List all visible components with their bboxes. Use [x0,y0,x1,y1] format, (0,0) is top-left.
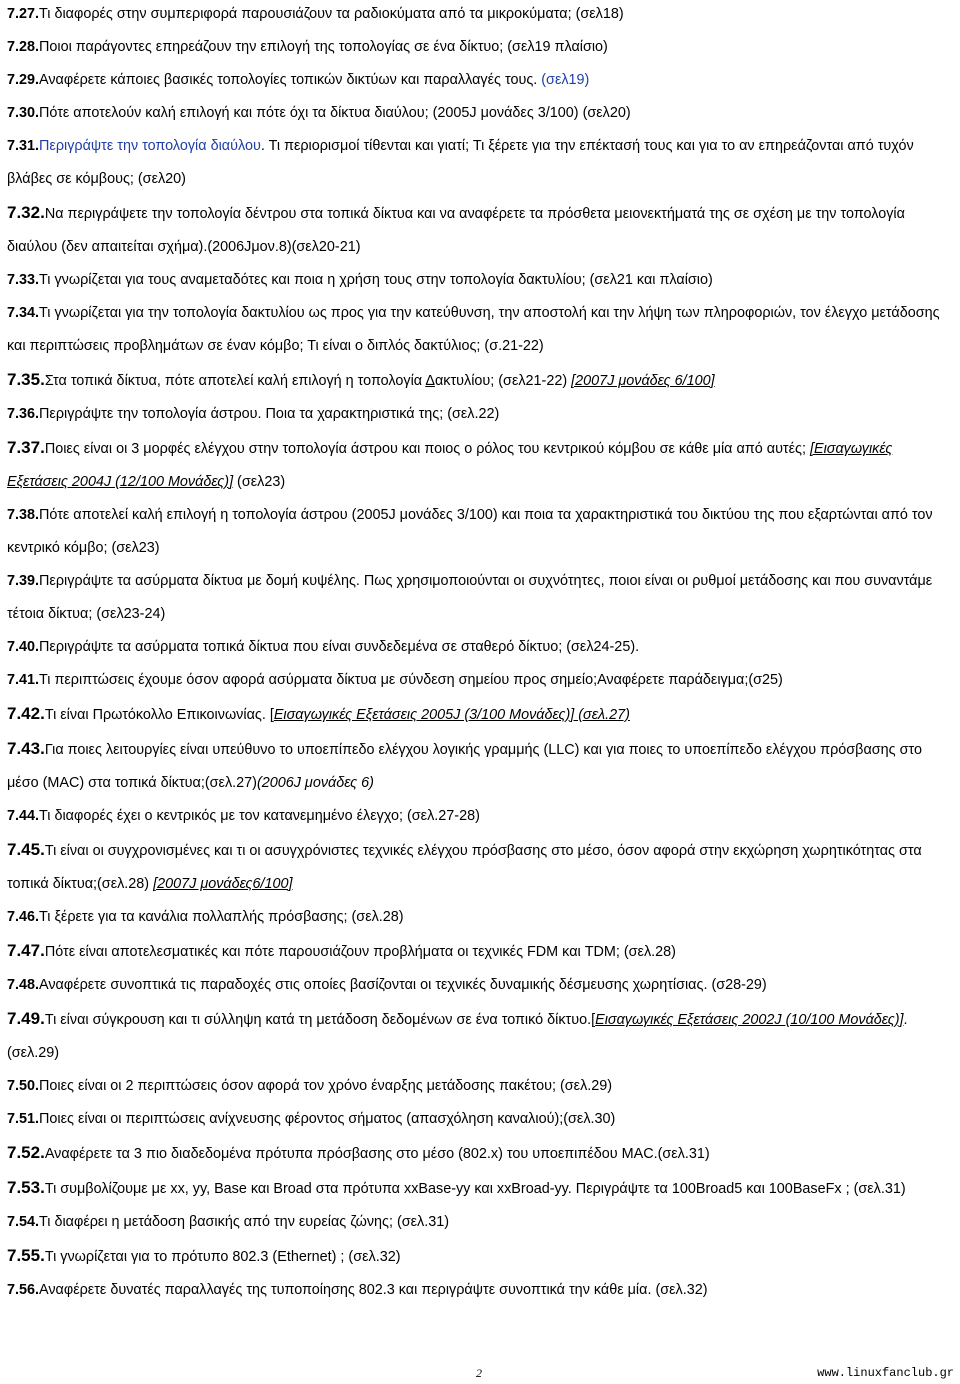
question-item [7,1239,953,1274]
question-item [7,297,953,363]
question-item [7,431,953,499]
question-number: 7.56. [7,1282,40,1298]
question-text: Τι συμβολίζουμε με xx, yy, Base και Broad στα πρότυπα xxBase-yy και xxBroad-yy. Περιγράψτε τα 100Broad5 και 100BaseFx ; (σελ.31) [44,1181,906,1197]
question-item [7,697,953,732]
question-number: 7.27. [7,6,40,22]
question-text: Περιγράψτε την τοπολογία άστρου. Ποια τα χαρακτηριστικά της; (σελ.22) [39,406,500,422]
question-item [7,901,953,934]
question-number: 7.29. [7,72,40,88]
question-text: Εισαγωγικές Εξετάσεις 2002J (10/100 Μονάδες)] [595,1012,904,1028]
question-text: Να περιγράψετε την τοπολογία δέντρου στα τοπικά δίκτυα και να αναφέρετε τα πρόσθετα μειονεκτήματά της σε σχέση με την τοπολογία διαύλου (δεν απαιτείται σχήμα).(2006Jμον.8)(σελ20-21) [7,206,905,255]
question-text: . Τι περιορισμοί τίθενται και γιατί; Τι ξέρετε για την επέκτασή τους και για το αν επηρεάζονται από τυχόν βλάβες σε κόμβους; (σελ20) [7,138,914,187]
question-number: 7.40. [7,639,40,655]
question-text: Ποιες είναι οι 3 μορφές ελέγχου στην τοπολογία άστρου και ποιος ο ρόλος του κεντρικού κόμβου σε κάθε μία από αυτές; [44,441,810,457]
question-number: 7.33. [7,272,40,288]
question-item [7,363,953,398]
question-text: Τι περιπτώσεις έχουμε όσον αφορά ασύρματα δίκτυα με σύνδεση σημείου προς σημείο;Αναφέρετε παράδειγμα;(σ25) [39,672,783,688]
question-text: . (σελ.29) [7,1012,908,1061]
question-item [7,64,953,97]
question-text: ακτυλίου; (σελ21-22) [434,373,572,389]
question-text: Αναφέρετε τα 3 πιο διαδεδομένα πρότυπα πρόσβασης στο μέσο (802.x) του υποεπιπέδου MAC.(σελ.31) [44,1146,710,1162]
question-number: 7.42. [7,704,45,723]
question-text: Τι διαφορές στην συμπεριφορά παρουσιάζουν τα ραδιοκύματα από τα μικροκύματα; (σελ18) [39,6,624,22]
question-text: Τι γνωρίζεται για το πρότυπο 802.3 (Ethernet) ; (σελ.32) [44,1249,401,1265]
question-number: 7.55. [7,1246,45,1265]
question-text: Ποιοι παράγοντες επηρεάζουν την επιλογή της τοπολογίας σε ένα δίκτυο; (σελ19 πλαίσιο) [39,39,608,55]
question-number: 7.46. [7,909,40,925]
question-number: 7.44. [7,808,40,824]
question-number: 7.36. [7,406,40,422]
question-item [7,1002,953,1070]
question-text: Περιγράψτε τα ασύρματα τοπικά δίκτυα που είναι συνδεδεμένα σε σταθερό δίκτυο; (σελ24-25). [39,639,640,655]
question-number: 7.49. [7,1009,45,1028]
question-number: 7.43. [7,739,45,758]
question-number: 7.37. [7,438,45,457]
question-text: Τι είναι οι συγχρονισμένες και τι οι ασυγχρόνιστες τεχνικές ελέγχου πρόσβασης στο μέσο, όσον αφορά στην εκχώρηση χωρητικότητας στα τοπικά δίκτυα;(σελ.28) [7,843,922,892]
question-text: Περιγράψτε τα ασύρματα δίκτυα με δομή κυψέλης. Πως χρησιμοποιούνται οι συχνότητες, ποιοι είναι οι ρυθμοί μετάδοσης και που συναντάμε τέτοια δίκτυα; (σελ23-24) [7,573,933,622]
question-text: Τι διαφορές έχει ο κεντρικός με τον κατανεμημένο έλεγχο; (σελ.27-28) [39,808,480,824]
question-item [7,196,953,264]
question-number: 7.28. [7,39,40,55]
question-item [7,664,953,697]
question-item [7,130,953,196]
question-text: Τι είναι σύγκρουση και τι σύλληψη κατά τη μετάδοση δεδομένων σε ένα τοπικό δίκτυο.[ [44,1012,596,1028]
question-text: [2007J μονάδες 6/100] [571,373,715,389]
question-text: Περιγράψτε την τοπολογία διαύλου [39,138,261,154]
question-text: Αναφέρετε συνοπτικά τις παραδοχές στις οποίες βασίζονται οι τεχνικές δυναμικής δέσμευσης χωρητίσιας. (σ28-29) [39,977,767,993]
question-text: Πότε αποτελούν καλή επιλογή και πότε όχι τα δίκτυα διαύλου; (2005J μονάδες 3/100) (σελ20) [39,105,631,121]
question-number: 7.47. [7,941,45,960]
question-item [7,1103,953,1136]
question-number: 7.35. [7,370,45,389]
question-list [7,0,953,1307]
question-text: Ποιες είναι οι περιπτώσεις ανίχνευσης φέροντος σήματος (απασχόληση καναλιού);(σελ.30) [39,1111,616,1127]
question-item [7,1070,953,1103]
question-text: Τι ξέρετε για τα κανάλια πολλαπλής πρόσβασης; (σελ.28) [39,909,404,925]
question-text: Τι γνωρίζεται για τους αναμεταδότες και ποια η χρήση τους στην τοπολογία δακτυλίου; (σελ21 και πλαίσιο) [39,272,713,288]
question-text: [Εισαγωγικές Εξετάσεις 2004J (12/100 Μονάδες)] [7,441,893,490]
question-item [7,1206,953,1239]
question-text: Εισαγωγικές Εξετάσεις 2005J (3/100 Μονάδες)] (σελ.27) [273,707,630,723]
question-text: (σελ19) [541,72,590,88]
footer-site-url: www.linuxfanclub.gr [817,1366,954,1380]
question-item [7,0,953,31]
question-number: 7.30. [7,105,40,121]
question-text: Στα τοπικά δίκτυα, πότε αποτελεί καλή επιλογή η τοπολογία [44,373,426,389]
question-item [7,934,953,969]
question-number: 7.54. [7,1214,40,1230]
question-number: 7.50. [7,1078,40,1094]
question-item [7,1274,953,1307]
question-text: (2006J μονάδες 6) [256,775,374,791]
question-number: 7.41. [7,672,40,688]
question-number: 7.52. [7,1143,45,1162]
question-text: Πότε είναι αποτελεσματικές και πότε παρουσιάζουν προβλήματα οι τεχνικές FDM και TDM; (σελ.28) [44,944,676,960]
question-text: Αναφέρετε δυνατές παραλλαγές της τυποποίησης 802.3 και περιγράψτε συνοπτικά την κάθε μία. (σελ.32) [39,1282,708,1298]
question-text: Δ [425,373,435,389]
question-text: [2007J μονάδες6/100] [153,876,293,892]
question-number: 7.51. [7,1111,40,1127]
question-number: 7.31. [7,138,40,154]
question-text: Για ποιες λειτουργίες είναι υπεύθυνο το υποεπίπεδο ελέγχου λογικής γραμμής (LLC) και για ποιες το υποεπίπεδο ελέγχου πρόσβασης στο μέσο (MAC) στα τοπικά δίκτυα;(σελ.27) [7,742,922,791]
question-item [7,31,953,64]
question-item [7,833,953,901]
question-text: Πότε αποτελεί καλή επιλογή η τοπολογία άστρου (2005J μονάδες 3/100) και ποια τα χαρακτηριστικά του δικτύου της που εξαρτώνται από τον κεντρικό κόμβο; (σελ23) [7,507,933,556]
question-item [7,631,953,664]
question-item [7,732,953,800]
question-item [7,499,953,565]
question-number: 7.45. [7,840,45,859]
question-item [7,1136,953,1171]
question-text: Τι είναι Πρωτόκολλο Επικοινωνίας. [ [44,707,274,723]
question-item [7,398,953,431]
question-text: Αναφέρετε κάποιες βασικές τοπολογίες τοπικών δικτύων και παραλλαγές τους. [39,72,542,88]
question-number: 7.32. [7,203,45,222]
question-item [7,264,953,297]
question-item [7,1171,953,1206]
question-item [7,97,953,130]
question-text: Ποιες είναι οι 2 περιπτώσεις όσον αφορά τον χρόνο έναρξης μετάδοσης πακέτου; (σελ.29) [39,1078,613,1094]
page-number: 2 [476,1366,482,1380]
question-number: 7.53. [7,1178,45,1197]
question-item [7,565,953,631]
question-item [7,969,953,1002]
question-text: (σελ23) [233,474,286,490]
question-text: Τι γνωρίζεται για την τοπολογία δακτυλίου ως προς για την κατεύθυνση, την αποστολή και την λήψη των πληροφοριών, τον έλεγχο μετάδοσης και περιπτώσεις προβλημάτων σε έναν κόμβο; Τι είναι ο διπλός δακτύλιος; (σ.21-22) [7,305,940,354]
question-number: 7.38. [7,507,40,523]
question-number: 7.48. [7,977,40,993]
question-number: 7.39. [7,573,40,589]
question-item [7,800,953,833]
question-number: 7.34. [7,305,40,321]
question-text: Τι διαφέρει η μετάδοση βασικής από την ευρείας ζώνης; (σελ.31) [39,1214,450,1230]
